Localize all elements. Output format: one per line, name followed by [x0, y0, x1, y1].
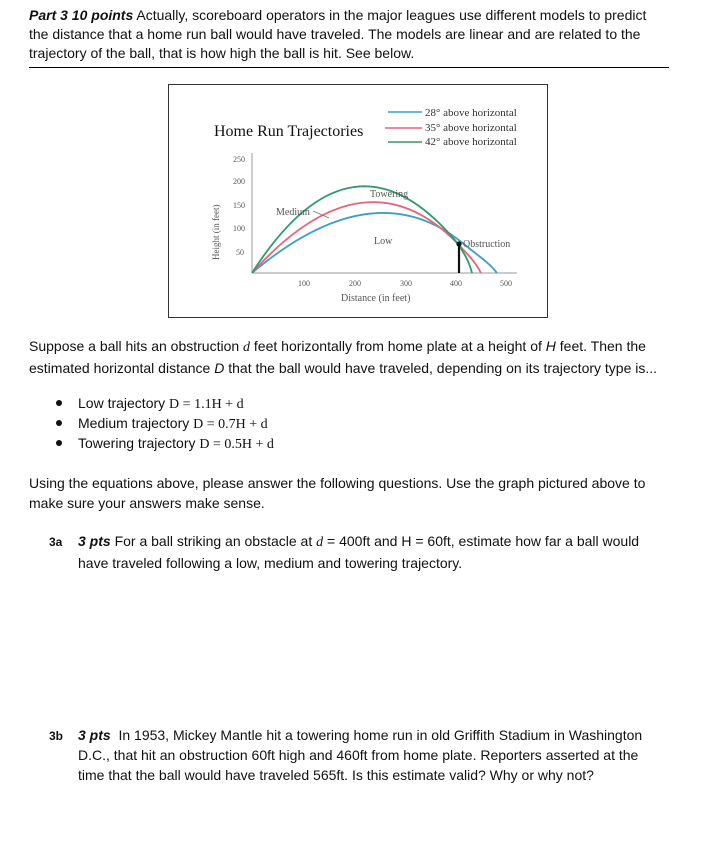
intro-text: Actually, scoreboard operators in the major leagues use different models to predict the distance that a home run ball would have traveled. The models are linear and are related to the trajectory of the ball, that is how high the ball is hit. See below. [29, 7, 647, 61]
formula-low [169, 397, 244, 412]
question-text [78, 531, 649, 573]
eq-prefix: D = [169, 397, 195, 412]
eq-prefix: D = [193, 417, 219, 432]
x-tick-100: 100 [298, 279, 310, 288]
q3b-text: In 1953, Mickey Mantle hit a towering home run in old Griffith Stadium in Washington D.C., that hit an obstruction 60ft high and 460ft from home plate. Reporters asserted at the time that the ball would have traveled 565ft. Is this estimate valid? Why or why not? [78, 727, 647, 783]
low-label: Low [374, 236, 393, 247]
p1-text-a: Suppose a ball hits an obstruction [29, 338, 244, 354]
medium-label: Medium [276, 207, 310, 218]
towering-trajectory-curve [252, 186, 472, 273]
horizontal-rule [29, 67, 669, 68]
list-item [29, 393, 274, 413]
y-axis-label: Height (in feet) [211, 204, 221, 260]
formula-medium [193, 417, 268, 432]
description-paragraph [29, 336, 669, 378]
question-3b [49, 725, 649, 785]
obstruction-point [456, 241, 461, 246]
eq-prefix: D = [199, 437, 225, 452]
legend-42: 42° above horizontal [425, 136, 517, 148]
p1-var-h: H [545, 338, 556, 354]
legend-35: 35° above horizontal [425, 122, 517, 134]
question-text [78, 725, 649, 785]
formula-towering [199, 437, 274, 452]
p1-text-b: feet horizontally from home plate at a height of [250, 338, 546, 354]
p1-var-d: d [243, 340, 251, 355]
eq-towering: 0.5H + d [224, 437, 274, 452]
instructions-paragraph: Using the equations above, please answer the following questions. Use the graph pictured above to make sure your answers make sense. [29, 475, 646, 511]
intro-paragraph [29, 6, 669, 63]
q3a-text-b: = 400ft and H = 60ft, estimate how far a ball would have traveled following a low, medium and towering trajectory. [78, 533, 640, 571]
figure-title: Home Run Trajectories [214, 123, 364, 140]
x-tick-200: 200 [349, 279, 361, 288]
bullet-label-low: Low trajectory [78, 395, 170, 411]
x-tick-400: 400 [450, 279, 462, 288]
trajectory-figure [168, 84, 548, 318]
eq-medium: 0.7H + d [218, 417, 268, 432]
eq-low: 1.1H + d [194, 397, 244, 412]
x-axis-label: Distance (in feet) [341, 293, 411, 304]
document [29, 6, 669, 783]
question-points: 3 pts [78, 727, 111, 743]
legend-28: 28° above horizontal [425, 107, 517, 119]
bullet-label-towering: Towering trajectory [78, 435, 200, 451]
question-number: 3b [49, 729, 64, 743]
q3a-var-d: d [316, 535, 324, 550]
y-tick-150: 150 [233, 201, 245, 210]
y-tick-250: 250 [233, 155, 245, 164]
q3a-text-a: For a ball striking an obstacle at [110, 533, 317, 549]
part-heading: Part 3 10 points [29, 7, 134, 23]
bullet-label-medium: Medium trajectory [78, 415, 194, 431]
trajectory-formula-list [29, 393, 274, 453]
p1-text-c: feet. Then the estimated horizontal distance [29, 338, 646, 376]
question-number: 3a [49, 535, 63, 549]
question-3a [49, 531, 649, 573]
p1-text-e: that the ball would have traveled, depending on its trajectory type is... [224, 360, 658, 376]
y-tick-200: 200 [233, 177, 245, 186]
x-tick-500: 500 [500, 279, 512, 288]
question-points: 3 pts [78, 533, 111, 549]
bullet-dot [56, 440, 62, 446]
bullet-dot [56, 400, 62, 406]
x-tick-300: 300 [400, 279, 412, 288]
list-item [29, 413, 274, 433]
obstruction-label: Obstruction [463, 239, 511, 250]
list-item [29, 433, 274, 453]
towering-label: Towering [370, 189, 409, 200]
y-tick-50: 50 [236, 248, 244, 257]
y-tick-100: 100 [233, 224, 245, 233]
trajectory-diagram [169, 85, 547, 317]
p1-var-big-d: D [214, 360, 225, 376]
bullet-dot [56, 420, 62, 426]
